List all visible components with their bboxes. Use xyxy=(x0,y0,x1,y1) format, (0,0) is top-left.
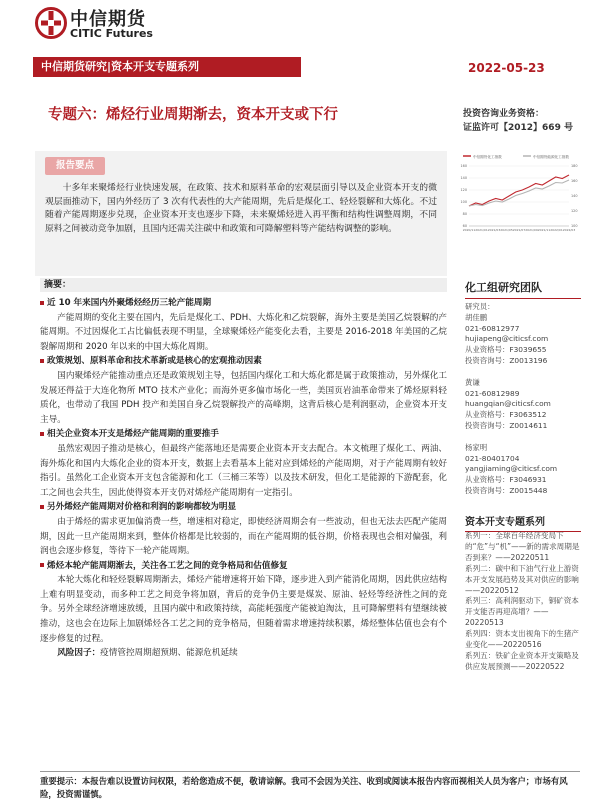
x-tick-label: 2021/01 xyxy=(475,228,488,232)
analyst-phone: 021-60812989 xyxy=(465,388,520,398)
analyst-card xyxy=(465,378,581,432)
legend-label: 中信期货化工指数 xyxy=(473,155,502,159)
x-tick-label: 2022/03 xyxy=(562,228,576,232)
paragraph: 虽然宏观因子推动是核心，但最终产能落地还是需要企业资本开支去配合。本文梳理了煤化工、两油、海外炼化和国内大炼化企业的资本开支，数据上去看基本上能对应到烯烃的产能周期，对于产能周期有较好指引。虽然化工企业资本开支包含能源和化工（三桶三苯等）以及技术研发，但化工是能源的下游配套，化工之间也会共生，因此使得资本开支仍对烯烃产能周期有一定指引。 xyxy=(40,443,447,498)
analyst-name: 胡佳鹏 xyxy=(465,312,488,322)
analyst-email[interactable]: huangqian@citicsf.com xyxy=(465,399,551,409)
x-tick-label: 2021/07 xyxy=(512,228,526,232)
disclaimer: 重要提示：本报告难以设置访问权限，若给您造成不便，敬请谅解。我司不会因为关注、收到或阅读本报告内容而视相关人员为客户；市场有风险，投资需谨慎。 xyxy=(40,771,580,801)
analyst-advisory-id: 投资咨询号：Z0015448 xyxy=(465,485,548,495)
series-banner: 中信期货研究|资本开支专题系列 xyxy=(33,57,301,77)
x-tick-label: 2021/05 xyxy=(500,228,513,232)
related-item[interactable]: 系列一：全球百年经济变局下的“危”与“机”——新的需求周期是否到来？——20220511 xyxy=(465,531,580,562)
certification xyxy=(463,107,573,135)
analyst-phone: 021-80401704 xyxy=(465,453,520,463)
related-item[interactable]: 系列四：资本支出视角下的生猪产业变化——20220516 xyxy=(465,629,579,650)
analyst-license: 从业资格号：F3063512 xyxy=(465,410,547,420)
analyst-advisory-id: 投资咨询号：Z0014611 xyxy=(465,420,548,430)
logo-text-cn: 中信期货 xyxy=(70,9,146,30)
legend-label: 中信期货能源化工指数 xyxy=(533,155,569,159)
y-left-tick-label: 100 xyxy=(460,200,467,205)
x-tick-label: 2020/11 xyxy=(462,228,476,232)
analyst-role: 研究员： xyxy=(465,302,495,311)
related-series-title: 资本开支专题系列 xyxy=(465,513,581,532)
analyst-name: 黄谦 xyxy=(465,377,480,387)
section-heading: 政策规划、原料革命和技术革新或是核心的宏观推动因素 xyxy=(40,354,447,369)
analyst-license: 从业资格号：F3046931 xyxy=(465,475,547,485)
abstract-body xyxy=(40,296,447,661)
section-heading: 另外烯烃产能周期对价格和利润的影响都较为明显 xyxy=(40,500,447,515)
paragraph: 由于烯烃的需求更加偏消费一些，增速相对稳定，即使经济周期会有一些波动，但也无法去匹配产能周期，因此一旦产能周期来到，整体价格都是比较弱的，而在产能周期的低谷期，价格表现也会相对偏强，利润也会逐步修复，等待下一轮产能周期。 xyxy=(40,516,447,557)
paragraph: 产能周期的变化主要在国内，先后是煤化工、PDH、大炼化和乙烷裂解，海外主要是美国乙烷裂解的产能周期。不过因煤化工占比偏低表现不明显，全球聚烯烃产能变化去看，主要是 2016-2018 年美国的乙烷裂解周期和 2020 年以来的中国大炼化周期。 xyxy=(40,312,447,352)
analyst-card xyxy=(465,443,581,497)
team-title: 化工组研究团队 xyxy=(465,279,581,299)
paragraph: 国内聚烯烃产能推动重点还是政策规划主导，包括国内煤化工和大炼化都是属于政策推动，另外煤化工发展还得益于大连化物所 MTO 技术产业化；而海外更多偏市场化一些，美国页岩油革命带来了烯烃原料轻质化，也带动了我国 PDH 投产和美国自身乙烷裂解投产的高峰期，这背后核心是利润驱动，企业资本开支主导。 xyxy=(40,370,447,425)
y-right-tick-label: 100 xyxy=(571,224,578,229)
x-tick-label: 2021/11 xyxy=(537,228,551,232)
y-left-tick-label: 80 xyxy=(462,212,467,217)
page-header xyxy=(0,0,600,56)
risk-text: 疫情管控周期超预期、能源危机延续 xyxy=(100,648,238,659)
x-tick-label: 2021/09 xyxy=(525,228,538,232)
analyst-email[interactable]: yangjiaming@citicsf.com xyxy=(465,464,558,474)
abstract-label: 摘要： xyxy=(40,278,447,292)
risk-factors xyxy=(40,646,447,661)
analyst-email[interactable]: hujiapeng@citicsf.com xyxy=(465,334,549,344)
report-date: 2022-05-23 xyxy=(468,61,545,75)
analyst-phone: 021-60812977 xyxy=(465,323,520,333)
cert-line-1: 投资咨询业务资格： xyxy=(463,109,545,119)
y-left-tick-label: 120 xyxy=(460,188,467,193)
related-item[interactable]: 系列五：铁矿企业资本开支策略及供应发展预测——20220522 xyxy=(465,650,579,671)
y-right-tick-label: 120 xyxy=(571,209,578,214)
x-tick-label: 2022/01 xyxy=(550,228,563,232)
series-line xyxy=(469,175,569,206)
analyst-license: 从业资格号：F3039655 xyxy=(465,345,547,355)
y-right-tick-label: 140 xyxy=(571,194,578,199)
x-tick-label: 2021/03 xyxy=(487,228,501,232)
analyst-card xyxy=(465,302,581,367)
y-left-tick-label: 140 xyxy=(460,176,467,181)
logo-text-en: CITIC Futures xyxy=(70,27,153,40)
highlights-text: 十多年来聚烯烃行业快速发展，在政策、技术和原料革命的宏观层面引导以及企业资本开支的微观层面推动下，国内外经历了 3 次有代表性的大产能周期，先后是煤化工、轻烃裂解和大炼化。不过随着产能周期逐步兑现，企业资本开支也逐步下降，未来聚烯烃进入再平衡和结构性调整周期，不同原料之间被动竞争加剧，且国内还需关注碳中和政策和可降解塑料等产能结构调整的影响。 xyxy=(45,183,437,234)
section-heading: 烯烃本轮产能周期渐去，关注各工艺之间的竞争格局和估值修复 xyxy=(40,559,447,574)
risk-label: 风险因子： xyxy=(57,648,101,659)
section-heading: 近 10 年来国内外聚烯烃经历三轮产能周期 xyxy=(40,296,447,311)
analyst-advisory-id: 投资咨询号：Z0013196 xyxy=(465,355,548,365)
cert-line-2: 证监许可【2012】669 号 xyxy=(463,123,573,133)
paragraph: 本轮大炼化和轻烃裂解周期渐去，烯烃产能增速将开始下降，逐步进入到产能消化周期，因此供应结构上难有明显变动，而多种工艺之间竞争将加剧，背后的竞争仍主要是煤炭、原油、轻烃等经济性之间的竞争。另外全球经济增速放缓，且国内碳中和政策持续，高能耗强度产能被迫淘汰，且可降解塑料有望继续被推动，这也会在边际上加剧烯烃各工艺之间的竞争格局，但随着需求增速持续积累，烯烃整体估值也会有个逐步修复的过程。 xyxy=(40,575,447,644)
section-heading: 相关企业资本开支是烯烃产能周期的重要推手 xyxy=(40,427,447,442)
analyst-list xyxy=(465,302,581,508)
report-title: 专题六：烯烃行业周期渐去，资本开支或下行 xyxy=(48,107,338,123)
highlights-label: 报告要点 xyxy=(45,157,105,175)
related-item[interactable]: 系列二：碳中和下油气行业上游资本开支发展趋势及其对供应的影响——20220512 xyxy=(465,563,579,595)
analyst-name: 杨家明 xyxy=(465,442,488,452)
y-left-tick-label: 60 xyxy=(462,224,467,229)
y-right-tick-label: 180 xyxy=(571,164,578,169)
citic-logo-icon xyxy=(35,7,67,39)
y-right-tick-label: 160 xyxy=(571,179,578,184)
related-item[interactable]: 系列三：高利润驱动下，铜矿资本开支能否再迎高增？——20220513 xyxy=(465,596,579,628)
y-left-tick-label: 160 xyxy=(460,164,467,169)
index-chart xyxy=(455,150,585,235)
related-series-list xyxy=(465,531,580,673)
